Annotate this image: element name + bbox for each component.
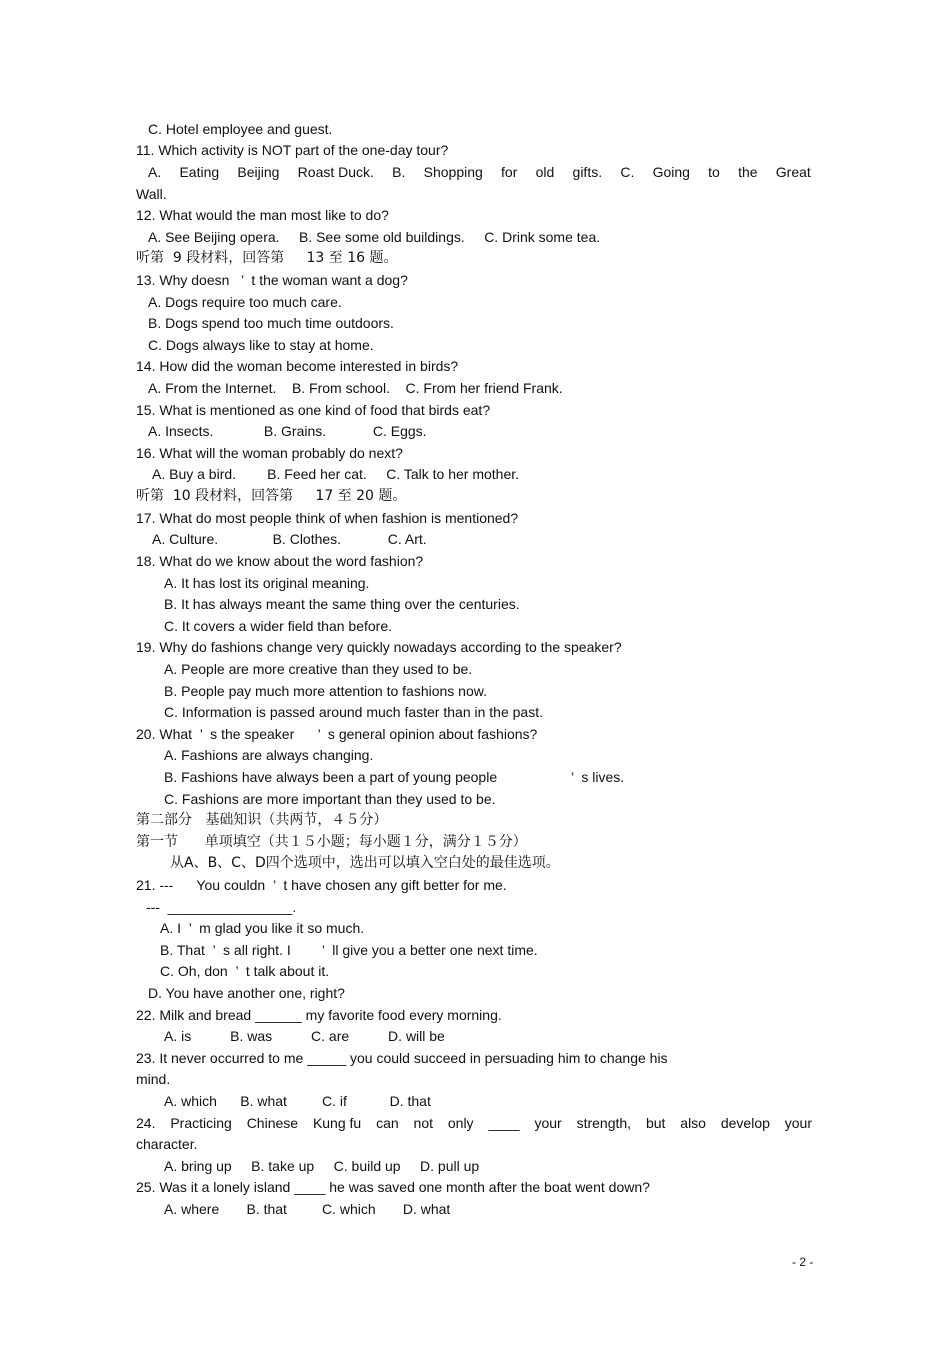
q24-word: develop (720, 1115, 770, 1131)
q24-word: Practicing (170, 1115, 232, 1131)
q23-options: A. which B. what C. if D. that (164, 1093, 431, 1109)
page-number: - 2 - (792, 1255, 814, 1269)
question-22: 22. Milk and bread ______ my favorite food every morning. (136, 1007, 502, 1023)
q11-options (148, 163, 811, 181)
q11-word: the (738, 164, 758, 180)
question-24 (136, 1114, 812, 1132)
q11-word: to (708, 164, 720, 180)
q11-word: old (535, 164, 555, 180)
q20-option-c: C. Fashions are more important than they used to be. (164, 791, 496, 807)
q19-option-b: B. People pay much more attention to fashions now. (164, 683, 487, 699)
q24-word: only (447, 1115, 474, 1131)
question-11: 11. Which activity is NOT part of the one-day tour? (136, 142, 449, 158)
q18-option-b: B. It has always meant the same thing over the centuries. (164, 596, 520, 612)
question-14: 14. How did the woman become interested in birds? (136, 358, 459, 374)
question-13: 13. Why doesn ’ t the woman want a dog? (136, 272, 408, 288)
q21-option-c: C. Oh, don ’ t talk about it. (160, 963, 330, 979)
q20-option-a: A. Fashions are always changing. (164, 747, 374, 763)
q24-word: can (376, 1115, 399, 1131)
q24-word: your (534, 1115, 562, 1131)
q19-option-a: A. People are more creative than they used to be. (164, 661, 473, 677)
q16-options: A. Buy a bird. B. Feed her cat. C. Talk to her mother. (152, 466, 520, 482)
q11-word: Eating (179, 164, 220, 180)
q12-options: A. See Beijing opera. B. See some old buildings. C. Drink some tea. (148, 229, 601, 245)
q11-word: C. (620, 164, 635, 180)
q18-option-c: C. It covers a wider field than before. (164, 618, 392, 634)
q22-options: A. is B. was C. are D. will be (164, 1028, 445, 1044)
section-1-heading: 第一节 单项填空（共１５小题；每小题１分，满分１５分） (136, 834, 527, 850)
q11-word: Great (775, 164, 811, 180)
q21-answer-blank: --- ________________. (146, 899, 297, 915)
question-23: 23. It never occurred to me _____ you could succeed in persuading him to change his (136, 1050, 668, 1066)
q24-word: ____ (488, 1115, 520, 1131)
q21-option-b: B. That ’ s all right. I ’ ll give you a better one next time. (160, 942, 538, 958)
q24-word: Chinese (246, 1115, 299, 1131)
q11-word: for (501, 164, 518, 180)
q24-word: not (413, 1115, 433, 1131)
question-15: 15. What is mentioned as one kind of food that birds eat? (136, 402, 491, 418)
q23-wrap: mind. (136, 1071, 171, 1087)
part-2-heading: 第二部分 基础知识（共两节，４５分） (136, 812, 388, 828)
question-17: 17. What do most people think of when fashion is mentioned? (136, 510, 519, 526)
q24-word: Kung fu (312, 1115, 362, 1131)
q11-word: Beijing (237, 164, 280, 180)
question-12: 12. What would the man most like to do? (136, 207, 389, 223)
q21-option-a: A. I ’ m glad you like it so much. (160, 920, 365, 936)
q14-options: A. From the Internet. B. From school. C. From her friend Frank. (148, 380, 563, 396)
q11-word: Shopping (423, 164, 483, 180)
q24-word: but (645, 1115, 666, 1131)
q24-word: 24. (136, 1115, 156, 1131)
q17-options: A. Culture. B. Clothes. C. Art. (152, 531, 427, 547)
q24-word: your (784, 1115, 812, 1131)
q24-options: A. bring up B. take up C. build up D. pull up (164, 1158, 480, 1174)
section-instructions: 从A、B、C、D四个选项中，选出可以填入空白处的最佳选项。 (170, 855, 560, 871)
section-9-heading: 听第 9 段材料，回答第 13 至 16 题。 (136, 250, 398, 266)
q11-word: gifts. (572, 164, 603, 180)
q25-options: A. where B. that C. which D. what (164, 1201, 451, 1217)
q21-option-d: D. You have another one, right? (148, 985, 345, 1001)
q24-word: also (680, 1115, 706, 1131)
question-19: 19. Why do fashions change very quickly nowadays according to the speaker? (136, 639, 622, 655)
q24-wrap: character. (136, 1136, 198, 1152)
q11-wrap: Wall. (136, 186, 167, 202)
question-20: 20. What ’ s the speaker ’ s general opinion about fashions? (136, 726, 538, 742)
q13-option-a: A. Dogs require too much care. (148, 294, 342, 310)
q13-option-c: C. Dogs always like to stay at home. (148, 337, 374, 353)
q24-word: strength, (576, 1115, 632, 1131)
q19-option-c: C. Information is passed around much faster than in the past. (164, 704, 543, 720)
q10-option-c: C. Hotel employee and guest. (148, 121, 333, 137)
q11-word: Roast Duck. (297, 164, 374, 180)
q11-word: B. (392, 164, 406, 180)
q11-word: Going (652, 164, 690, 180)
q11-word: A. (148, 164, 162, 180)
question-18: 18. What do we know about the word fashion? (136, 553, 424, 569)
q13-option-b: B. Dogs spend too much time outdoors. (148, 315, 394, 331)
q20-option-b: B. Fashions have always been a part of young people ’ s lives. (164, 769, 625, 785)
section-10-heading: 听第 10 段材料，回答第 17 至 20 题。 (136, 488, 407, 504)
question-16: 16. What will the woman probably do next? (136, 445, 403, 461)
q15-options: A. Insects. B. Grains. C. Eggs. (148, 423, 427, 439)
question-25: 25. Was it a lonely island ____ he was saved one month after the boat went down? (136, 1179, 650, 1195)
question-21: 21. --- You couldn ’ t have chosen any gift better for me. (136, 877, 507, 893)
q18-option-a: A. It has lost its original meaning. (164, 575, 370, 591)
